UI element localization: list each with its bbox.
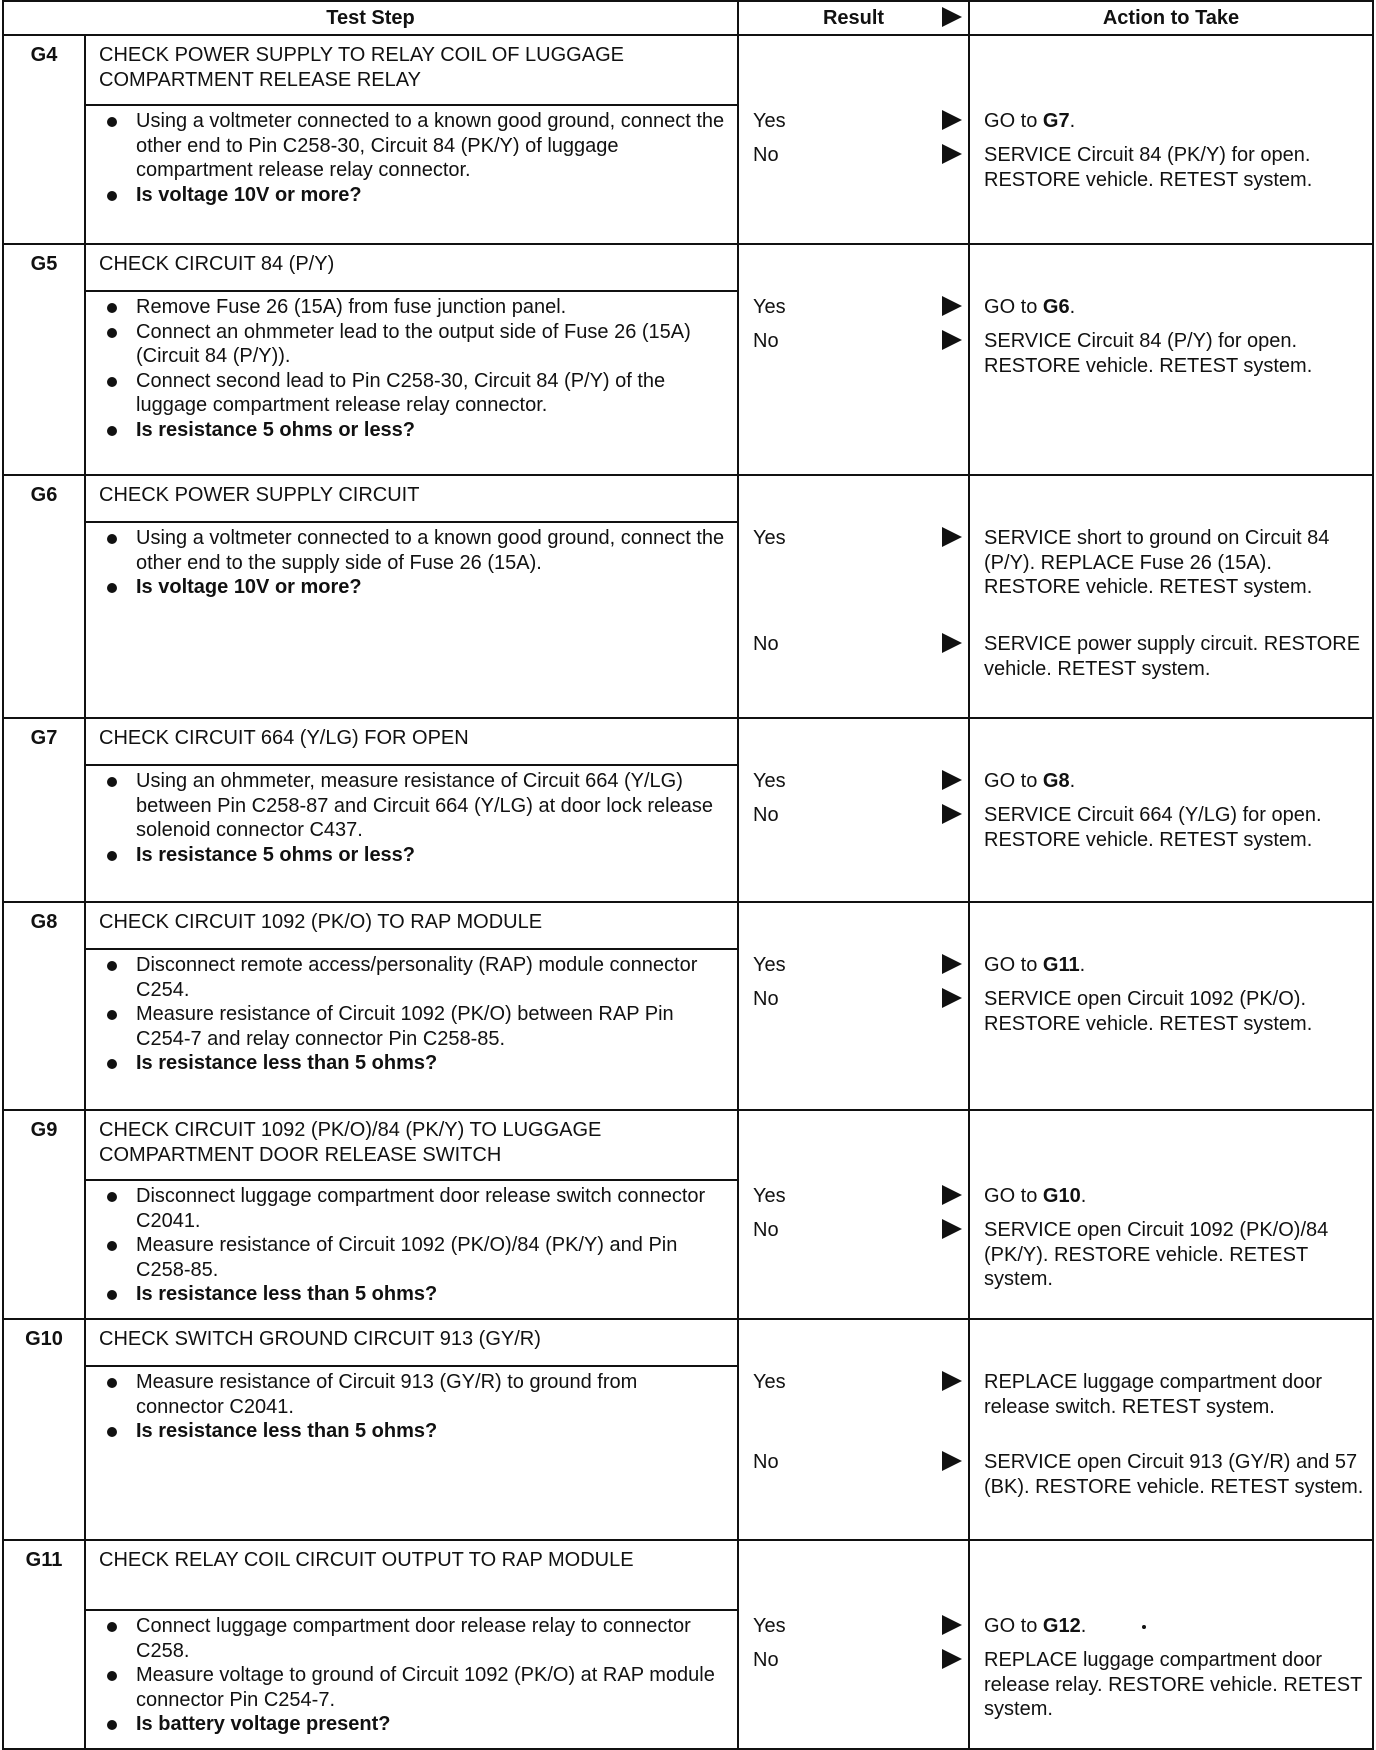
bullet-question <box>96 418 727 443</box>
action-yes-goto-step: G6 <box>1042 296 1070 318</box>
bullet-item <box>96 369 727 418</box>
bullet-icon <box>107 777 117 787</box>
bullet-text: Measure resistance of Circuit 913 (GY/R) to ground from connector C2041. <box>136 1371 638 1418</box>
action-yes-tail: . <box>1080 1615 1087 1637</box>
question-text: Is resistance less than 5 ohms? <box>136 1052 438 1074</box>
bullet-icon <box>107 426 117 436</box>
result-yes-label: Yes <box>753 954 786 976</box>
step-title: CHECK SWITCH GROUND CIRCUIT 913 (GY/R) <box>85 1319 738 1366</box>
step-body <box>85 522 738 718</box>
bullet-text: Remove Fuse 26 (15A) from fuse junction panel. <box>136 296 567 318</box>
step-title-row <box>3 1110 1373 1180</box>
result-no-label: No <box>753 330 779 352</box>
bullet-icon <box>107 961 117 971</box>
arrow-right-icon <box>942 804 962 824</box>
bullet-icon <box>107 1427 117 1437</box>
action-cell <box>969 1319 1373 1540</box>
arrow-right-icon <box>942 770 962 790</box>
action-yes-text: SERVICE short to ground on Circuit 84 (P/Y). REPLACE Fuse 26 (15A). RESTORE vehicle. RETEST system. <box>984 527 1330 598</box>
arrow-right-icon <box>942 1185 962 1205</box>
bullet-item <box>96 1002 727 1051</box>
arrow-right-icon <box>942 1451 962 1471</box>
result-cell <box>738 35 969 244</box>
step-id: G4 <box>3 35 85 244</box>
result-no <box>739 1648 968 1672</box>
step-title: CHECK CIRCUIT 84 (P/Y) <box>85 244 738 291</box>
header-action: Action to Take <box>969 1 1373 35</box>
result-wrap <box>739 476 968 709</box>
result-no <box>739 987 968 1011</box>
bullet-text: Measure resistance of Circuit 1092 (PK/O)/84 (PK/Y) and Pin C258-85. <box>136 1234 678 1281</box>
result-wrap <box>739 903 968 1101</box>
result-no <box>739 1218 968 1242</box>
bullet-text: Connect an ohmmeter lead to the output side of Fuse 26 (15A) (Circuit 84 (P/Y)). <box>136 320 691 367</box>
bullet-item <box>96 1233 727 1282</box>
step-id: G9 <box>3 1110 85 1319</box>
arrow-right-icon <box>942 988 962 1008</box>
result-wrap <box>739 1541 968 1740</box>
step-title-row <box>3 1319 1373 1366</box>
result-yes-label: Yes <box>753 527 786 549</box>
action-yes-goto-step: G7 <box>1042 110 1070 132</box>
bullet-item <box>96 526 727 575</box>
result-wrap <box>739 1111 968 1310</box>
result-yes-label: Yes <box>753 1371 786 1393</box>
bullet-icon <box>107 1059 117 1069</box>
action-wrap <box>970 245 1372 466</box>
result-no <box>739 803 968 827</box>
result-cell <box>738 244 969 475</box>
bullet-icon <box>107 1290 117 1300</box>
action-yes-text: GO to <box>984 296 1043 318</box>
result-no-label: No <box>753 633 779 655</box>
bullet-text: Connect second lead to Pin C258-30, Circuit 84 (P/Y) of the luggage compartment release relay connector. <box>136 369 666 416</box>
action-yes-goto-step: G12 <box>1042 1615 1081 1637</box>
action-yes <box>970 769 1372 794</box>
action-yes-text: REPLACE luggage compartment door release switch. RETEST system. <box>984 1371 1322 1418</box>
arrow-right-icon <box>942 7 962 27</box>
step-body <box>85 765 738 902</box>
action-yes <box>970 1614 1372 1639</box>
result-yes <box>739 1184 968 1208</box>
action-wrap <box>970 719 1372 893</box>
arrow-right-icon <box>942 1649 962 1669</box>
bullet-icon <box>107 377 117 387</box>
action-yes <box>970 953 1372 978</box>
bullet-question <box>96 1282 727 1307</box>
result-yes-label: Yes <box>753 110 786 132</box>
result-no-label: No <box>753 988 779 1010</box>
bullet-text: Measure voltage to ground of Circuit 1092 (PK/O) at RAP module connector Pin C254-7. <box>136 1664 715 1711</box>
action-no: SERVICE open Circuit 1092 (PK/O)/84 (PK/Y). RESTORE vehicle. RETEST system. <box>984 1219 1329 1290</box>
result-yes-label: Yes <box>753 1185 786 1207</box>
bullet-question <box>96 183 727 208</box>
bullet-question <box>96 843 727 868</box>
action-yes-text: GO to <box>984 1185 1043 1207</box>
action-cell <box>969 902 1373 1110</box>
step-id: G7 <box>3 718 85 902</box>
bullet-text: Using a voltmeter connected to a known good ground, connect the other end to the supply side of Fuse 26 (15A). <box>136 527 725 574</box>
action-wrap <box>970 1111 1372 1310</box>
bullet-question <box>96 1419 727 1444</box>
step-bullets <box>96 1614 727 1737</box>
stray-mark <box>1142 1625 1146 1629</box>
result-wrap <box>739 719 968 893</box>
action-yes-text: GO to <box>984 954 1043 976</box>
result-yes-label: Yes <box>753 296 786 318</box>
result-cell <box>738 1319 969 1540</box>
bullet-text: Using a voltmeter connected to a known good ground, connect the other end to Pin C258-30, Circuit 84 (PK/Y) of luggage compartment release relay connector. <box>136 110 725 181</box>
bullet-icon <box>107 1622 117 1632</box>
result-no-label: No <box>753 1451 779 1473</box>
arrow-right-icon <box>942 144 962 164</box>
result-no <box>739 632 968 656</box>
action-yes-tail: . <box>1069 296 1076 318</box>
result-yes <box>739 526 968 550</box>
bullet-icon <box>107 1241 117 1251</box>
arrow-right-icon <box>942 527 962 547</box>
step-title-row <box>3 902 1373 949</box>
header-result <box>738 1 969 35</box>
action-wrap <box>970 476 1372 709</box>
arrow-right-icon <box>942 1219 962 1239</box>
bullet-text: Disconnect luggage compartment door release switch connector C2041. <box>136 1185 706 1232</box>
arrow-right-icon <box>942 1615 962 1635</box>
step-body <box>85 105 738 244</box>
action-yes <box>970 295 1372 320</box>
step-title: CHECK CIRCUIT 1092 (PK/O)/84 (PK/Y) TO LUGGAGE COMPARTMENT DOOR RELEASE SWITCH <box>85 1110 738 1180</box>
step-bullets <box>96 1184 727 1307</box>
step-title: CHECK POWER SUPPLY TO RELAY COIL OF LUGGAGE COMPARTMENT RELEASE RELAY <box>85 35 738 105</box>
bullet-icon <box>107 303 117 313</box>
step-bullets <box>96 526 727 600</box>
action-yes-text: GO to <box>984 770 1043 792</box>
step-body <box>85 949 738 1110</box>
result-wrap <box>739 1320 968 1531</box>
result-yes <box>739 1614 968 1638</box>
result-yes-label: Yes <box>753 1615 786 1637</box>
action-wrap <box>970 903 1372 1101</box>
action-yes-tail: . <box>1069 770 1076 792</box>
bullet-item <box>96 1614 727 1663</box>
bullet-icon <box>107 534 117 544</box>
step-body <box>85 291 738 475</box>
bullet-icon <box>107 851 117 861</box>
step-bullets <box>96 109 727 207</box>
action-yes-tail: . <box>1079 954 1086 976</box>
result-cell <box>738 902 969 1110</box>
action-cell <box>969 244 1373 475</box>
result-yes-label: Yes <box>753 770 786 792</box>
step-id: G11 <box>3 1540 85 1749</box>
action-yes <box>970 526 1372 600</box>
action-cell <box>969 1110 1373 1319</box>
test-step-table <box>2 0 1374 1750</box>
action-yes-tail: . <box>1080 1185 1087 1207</box>
bullet-question <box>96 1051 727 1076</box>
action-wrap <box>970 36 1372 235</box>
result-no-label: No <box>753 804 779 826</box>
question-text: Is voltage 10V or more? <box>136 183 362 206</box>
step-bullets <box>96 1370 727 1444</box>
result-yes <box>739 109 968 133</box>
bullet-icon <box>107 328 117 338</box>
result-yes <box>739 295 968 319</box>
arrow-right-icon <box>942 1371 962 1391</box>
arrow-right-icon <box>942 330 962 350</box>
step-title: CHECK RELAY COIL CIRCUIT OUTPUT TO RAP MODULE <box>85 1540 738 1610</box>
step-title-row <box>3 718 1373 765</box>
bullet-item <box>96 1184 727 1233</box>
bullet-question <box>96 575 727 600</box>
action-yes-goto-step: G11 <box>1042 954 1080 976</box>
step-id: G10 <box>3 1319 85 1540</box>
step-body <box>85 1610 738 1749</box>
arrow-right-icon <box>942 296 962 316</box>
step-bullets <box>96 295 727 442</box>
result-wrap <box>739 245 968 466</box>
action-yes <box>970 109 1372 134</box>
action-no: SERVICE open Circuit 1092 (PK/O). RESTORE vehicle. RETEST system. <box>984 988 1313 1035</box>
step-title-row <box>3 475 1373 522</box>
bullet-text: Disconnect remote access/personality (RAP) module connector C254. <box>136 954 698 1001</box>
question-text: Is battery voltage present? <box>136 1713 391 1735</box>
action-yes-text: GO to <box>984 110 1043 132</box>
action-no: SERVICE power supply circuit. RESTORE vehicle. RETEST system. <box>984 633 1361 680</box>
action-wrap <box>970 1320 1372 1531</box>
result-no-label: No <box>753 144 779 166</box>
bullet-text: Connect luggage compartment door release relay to connector C258. <box>136 1615 691 1662</box>
result-cell <box>738 718 969 902</box>
result-no <box>739 143 968 167</box>
bullet-icon <box>107 117 117 127</box>
step-title-row <box>3 35 1373 105</box>
action-yes <box>970 1184 1372 1209</box>
bullet-item <box>96 295 727 320</box>
action-no: SERVICE open Circuit 913 (GY/R) and 57 (BK). RESTORE vehicle. RETEST system. <box>984 1451 1364 1498</box>
action-yes-tail: . <box>1069 110 1076 132</box>
action-yes <box>970 1370 1372 1419</box>
result-no <box>739 1450 968 1474</box>
result-no <box>739 329 968 353</box>
bullet-item <box>96 953 727 1002</box>
result-no-label: No <box>753 1219 779 1241</box>
result-yes <box>739 953 968 977</box>
step-id: G6 <box>3 475 85 718</box>
arrow-right-icon <box>942 110 962 130</box>
step-bullets <box>96 769 727 867</box>
result-yes <box>739 1370 968 1394</box>
action-cell <box>969 718 1373 902</box>
bullet-icon <box>107 1378 117 1388</box>
bullet-item <box>96 1370 727 1419</box>
question-text: Is resistance less than 5 ohms? <box>136 1420 438 1442</box>
question-text: Is resistance 5 ohms or less? <box>136 418 416 441</box>
question-text: Is voltage 10V or more? <box>136 576 362 598</box>
bullet-icon <box>107 191 117 201</box>
result-cell <box>738 475 969 718</box>
header-test-step: Test Step <box>3 1 738 35</box>
question-text: Is resistance less than 5 ohms? <box>136 1283 438 1305</box>
action-yes-goto-step: G10 <box>1042 1185 1081 1207</box>
bullet-icon <box>107 1192 117 1202</box>
action-no: REPLACE luggage compartment door release relay. RESTORE vehicle. RETEST system. <box>984 1649 1362 1720</box>
diagnostic-document <box>2 0 1372 1735</box>
action-no: SERVICE Circuit 84 (PK/Y) for open. RESTORE vehicle. RETEST system. <box>984 144 1313 191</box>
step-id: G8 <box>3 902 85 1110</box>
result-cell <box>738 1110 969 1319</box>
bullet-icon <box>107 1010 117 1020</box>
step-title-row <box>3 244 1373 291</box>
bullet-icon <box>107 583 117 593</box>
action-yes-goto-step: G8 <box>1042 770 1070 792</box>
step-body <box>85 1180 738 1319</box>
table-header-row <box>3 1 1373 35</box>
step-id: G5 <box>3 244 85 475</box>
action-no: SERVICE Circuit 84 (P/Y) for open. RESTORE vehicle. RETEST system. <box>984 330 1313 377</box>
bullet-icon <box>107 1720 117 1730</box>
bullet-icon <box>107 1671 117 1681</box>
question-text: Is resistance 5 ohms or less? <box>136 843 416 866</box>
bullet-item <box>96 109 727 183</box>
header-result-label: Result <box>822 6 885 29</box>
bullet-item <box>96 320 727 369</box>
result-cell <box>738 1540 969 1749</box>
step-title: CHECK CIRCUIT 1092 (PK/O) TO RAP MODULE <box>85 902 738 949</box>
arrow-right-icon <box>942 633 962 653</box>
action-no: SERVICE Circuit 664 (Y/LG) for open. RESTORE vehicle. RETEST system. <box>984 804 1322 851</box>
result-yes <box>739 769 968 793</box>
result-no-label: No <box>753 1649 779 1671</box>
bullet-question <box>96 1712 727 1737</box>
action-wrap <box>970 1541 1372 1740</box>
action-cell <box>969 35 1373 244</box>
action-cell <box>969 475 1373 718</box>
arrow-right-icon <box>942 954 962 974</box>
action-cell <box>969 1540 1373 1749</box>
step-bullets <box>96 953 727 1076</box>
action-yes-text: GO to <box>984 1615 1043 1637</box>
bullet-text: Measure resistance of Circuit 1092 (PK/O) between RAP Pin C254-7 and relay connector Pin C258-85. <box>136 1003 674 1050</box>
step-title: CHECK POWER SUPPLY CIRCUIT <box>85 475 738 522</box>
step-title: CHECK CIRCUIT 664 (Y/LG) FOR OPEN <box>85 718 738 765</box>
bullet-item <box>96 1663 727 1712</box>
step-body <box>85 1366 738 1540</box>
result-wrap <box>739 36 968 235</box>
bullet-text: Using an ohmmeter, measure resistance of Circuit 664 (Y/LG) between Pin C258-87 and Circuit 664 (Y/LG) at door lock release solenoid connector C437. <box>136 770 713 841</box>
bullet-item <box>96 769 727 843</box>
step-title-row <box>3 1540 1373 1610</box>
